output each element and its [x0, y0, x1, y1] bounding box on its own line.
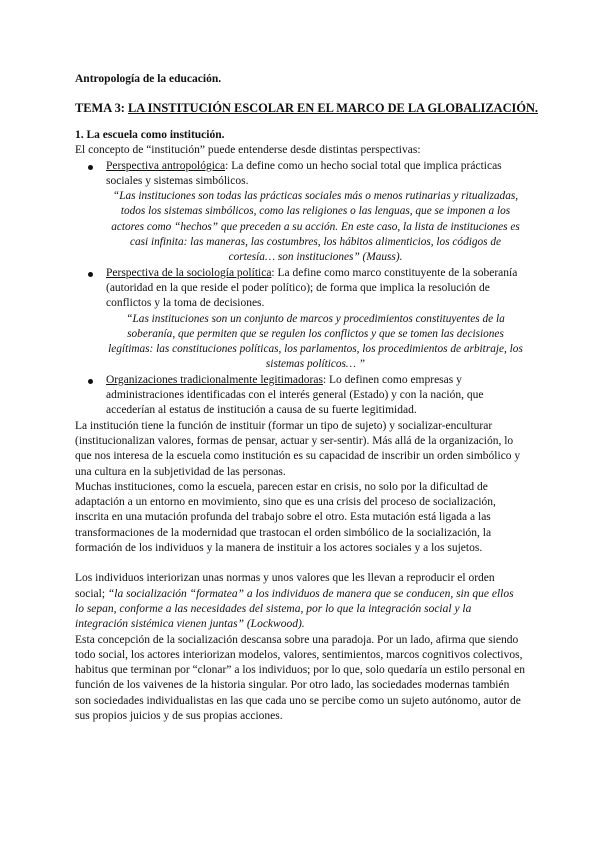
- section-intro: El concepto de “institución” puede entenderse desde distintas perspectivas:: [75, 144, 421, 157]
- document-body: [75, 128, 525, 724]
- perspective-text: : La define como marco constituyente de la soberanía (autoridad en la que reside el poder político); de forma que implica la resolución de conflictos y la toma de decisiones.: [106, 266, 518, 310]
- paragraph-spacer: [75, 556, 525, 571]
- bullet-icon: [88, 379, 93, 384]
- list-item-anthropological: [75, 159, 525, 266]
- topic-title: [75, 101, 539, 115]
- perspective-label: Perspectiva antropológica: [106, 159, 226, 172]
- perspective-quote: “Las instituciones son un conjunto de marcos y procedimientos constituyentes de la soberanía, que permiten que se regulen los conflictos y que se tomen las decisiones legítimas: las constituciones políticas, los parlamentos, los procedimientos de arbitraje, los sistemas políticos… ”: [108, 312, 523, 371]
- paragraph-paradox: Esta concepción de la socialización descansa sobre una paradoja. Por un lado, afirma que siendo todo social, los actores interiorizan modelos, valores, sentimientos, marcos cognitivos colectivos, habitus que terminan por “clonar” a los individuos; por lo que, solo quedaría un estilo personal en función de los vaivenes de la historia singular. Por otro lado, las sociedades modernas también son sociedades individualistas en las que cada uno se percibe como un sujeto autónomo, autor de sus propios juicios y de sus propias acciones.: [75, 633, 525, 722]
- paragraph-institution-function: La institución tiene la función de instituir (formar un tipo de sujeto) y socializar-enculturar (institucionalizan valores, formas de pensar, actuar y ser-sentir). Más allá de la organización, lo que nos interesa de la escuela como institución es su capacidad de inscribir un orden simbólico y una cultura en la subjetividad de las personas.: [75, 419, 521, 478]
- document-title: Antropología de la educación.: [75, 73, 222, 85]
- perspective-text: : La define como un hecho social total que implica prácticas sociales y sistemas simbólicos.: [106, 159, 502, 187]
- topic-prefix: TEMA 3:: [75, 101, 129, 115]
- perspective-quote: “Las instituciones son todas las prácticas sociales más o menos rutinarias y ritualizadas, todos los sistemas simbólicos, como las religiones o las lenguas, que se imponen a los actores como “hechos” que preceden a su acción. En este caso, la lista de instituciones es casi infinita: las maneras, las costumbres, los hábitos alimenticios, los códigos de cortesía… son instituciones” (Mauss).: [111, 190, 520, 264]
- paragraph-quote: “la socialización “formatea” a los individuos de manera que se conducen, sin que ellos lo sepan, conforme a las necesidades del sistema, por lo que la integración social y la integración sistémica vienen juntas” (Lockwood).: [75, 587, 514, 631]
- section-heading: 1. La escuela como institución.: [75, 129, 225, 141]
- paragraph-socialization: [75, 571, 525, 632]
- perspectives-list: [75, 159, 525, 419]
- perspective-text: : Lo definen como empresas y administraciones identificadas con el interés general (Estado) y con la nación, que accederían al estatus de institución a causa de su fuerte legitimidad.: [106, 373, 484, 417]
- perspective-label: Organizaciones tradicionalmente legitimadoras: [106, 373, 323, 386]
- bullet-icon: [88, 272, 93, 277]
- bullet-icon: [88, 165, 93, 170]
- topic-title-text: LA INSTITUCIÓN ESCOLAR EN EL MARCO DE LA GLOBALIZACIÓN.: [128, 101, 539, 115]
- paragraph-lead: Los individuos interiorizan unas normas y unos valores que les llevan a reproducir el orden social;: [75, 572, 495, 600]
- list-item-legitimating-organizations: [75, 373, 525, 419]
- list-item-political-sociology: [75, 266, 525, 373]
- paragraph-institution-crisis: Muchas instituciones, como la escuela, parecen estar en crisis, no solo por la dificultad de adaptación a un entorno en movimiento, sino que es una crisis del proceso de socialización, inscrita en una mutación profunda del trabajo sobre el otro. Esta mutación está ligada a las transformaciones de la modernidad que trastocan el orden simbólico de la socialización, la formación de los individuos y la manera de instituir a los actores sociales y a los sujetos.: [75, 480, 496, 555]
- perspective-label: Perspectiva de la sociología política: [106, 266, 272, 279]
